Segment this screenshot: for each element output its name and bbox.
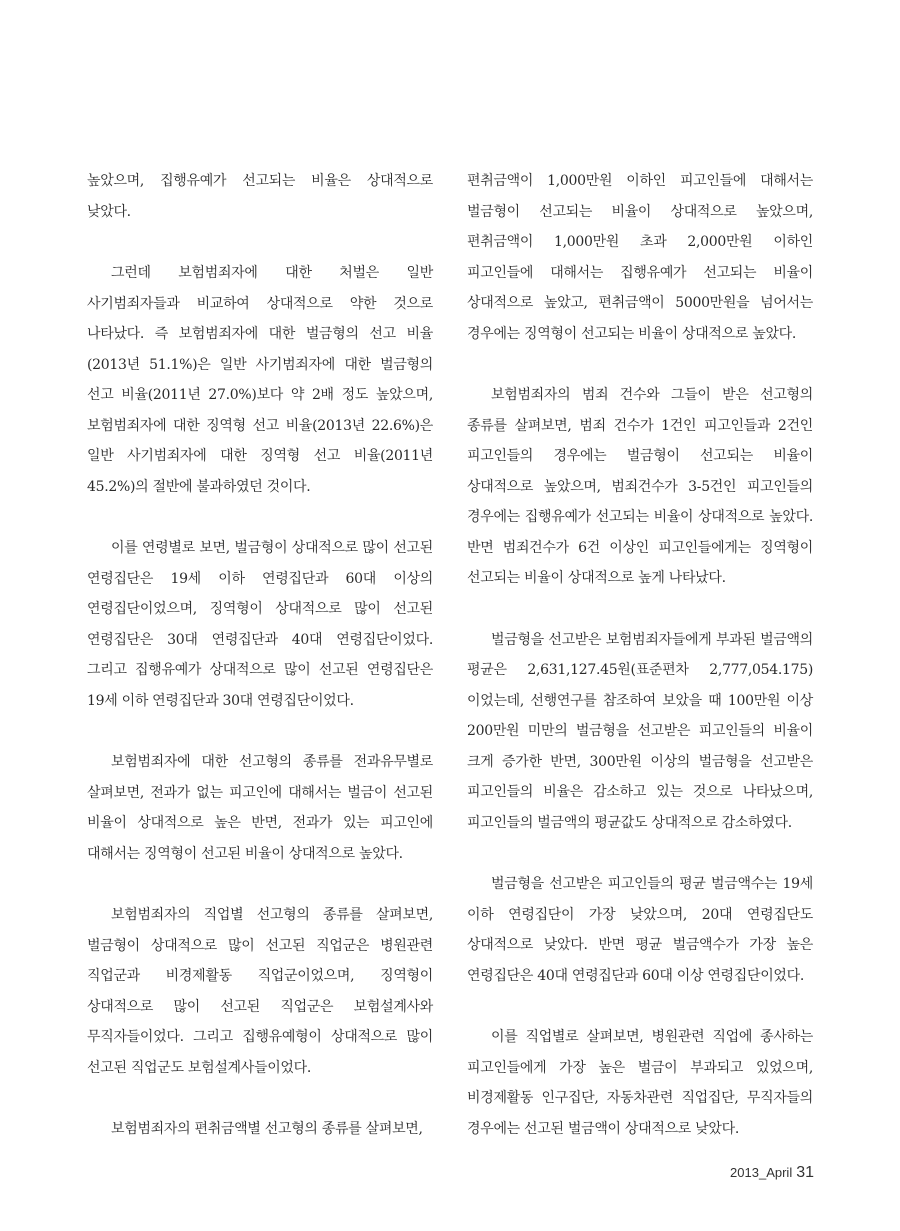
right-column <box>467 166 813 1175</box>
paragraph: 높았으며, 집행유예가 선고되는 비율은 상대적으로 낮았다. <box>87 173 433 220</box>
paragraph: 편취금액이 1,000만원 이하인 피고인들에 대해서는 벌금형이 선고되는 비율이 상대적으로 높았으며, 편취금액이 1,000만원 초과 2,000만원 이하인 피고인들에 대해서는 집행유예가 선고되는 비율이 상대적으로 높았고, 편취금액이 5000만원을 넘어서는 경우에는 징역형이 선고되는 비율이 상대적으로 높았다. <box>467 173 813 342</box>
paragraph: 이를 직업별로 살펴보면, 병원관련 직업에 종사하는 피고인들에게 가장 높은 벌금이 부과되고 있었으며, 비경제활동 인구집단, 자동차관련 직업집단, 무직자들의 경우에는 선고된 벌금액이 상대적으로 낮았다. <box>467 1029 813 1137</box>
paragraph: 벌금형을 선고받은 보험범죄자들에게 부과된 벌금액의 평균은 2,631,127.45원(표준편차 2,777,054.175)이었는데, 선행연구를 참조하여 보았을 때 100만원 이상 200만원 미만의 벌금형을 선고받은 피고인들의 비율이 크게 증가한 반면, 300만원 이상의 벌금형을 선고받은 피고인들의 비율은 감소하고 있는 것으로 나타났으며, 피고인들의 벌금액의 평균값도 상대적으로 감소하였다. <box>467 631 813 831</box>
page-number: 31 <box>796 1164 814 1181</box>
issue-label: 2013_April <box>730 1165 793 1180</box>
paragraph: 보험범죄자의 편취금액별 선고형의 종류를 살펴보면, <box>111 1121 423 1137</box>
paragraph: 그런데 보험범죄자에 대한 처벌은 일반 사기범죄자들과 비교하여 상대적으로 약한 것으로 나타났다. 즉 보험범죄자에 대한 벌금형의 선고 비율(2013년 51.1%)은 일반 사기범죄자에 대한 벌금형의 선고 비율(2011년 27.0%)보다 약 2배 정도 높았으며, 보험범죄자에 대한 징역형 선고 비율(2013년 22.6%)은 일반 사기범죄자에 대한 징역형 선고 비율(2011년 45.2%)의 절반에 불과하였던 것이다. <box>87 265 433 495</box>
page-footer <box>730 1164 814 1182</box>
paragraph: 보험범죄자의 직업별 선고형의 종류를 살펴보면, 벌금형이 상대적으로 많이 선고된 직업군은 병원관련 직업군과 비경제활동 직업군이었으며, 징역형이 상대적으로 많이 선고된 직업군은 보험설계사와 무직자들이었다. 그리고 집행유예형이 상대적으로 많이 선고된 직업군도 보험설계사들이었다. <box>87 907 433 1076</box>
left-column <box>87 166 433 1176</box>
paragraph: 보험범죄자의 범죄 건수와 그들이 받은 선고형의 종류를 살펴보면, 범죄 건수가 1건인 피고인들과 2건인 피고인들의 경우에는 벌금형이 선고되는 비율이 상대적으로 높았으며, 범죄건수가 3-5건인 피고인들의 경우에는 집행유예가 선고되는 비율이 상대적으로 높았다. 반면 범죄건수가 6건 이상인 피고인들에게는 징역형이 선고되는 비율이 상대적으로 높게 나타났다. <box>467 387 813 586</box>
paragraph: 보험범죄자에 대한 선고형의 종류를 전과유무별로 살펴보면, 전과가 없는 피고인에 대해서는 벌금이 선고된 비율이 상대적으로 높은 반면, 전과가 있는 피고인에 대해서는 징역형이 선고된 비율이 상대적으로 높았다. <box>87 754 433 862</box>
paragraph: 벌금형을 선고받은 피고인들의 평균 벌금액수는 19세 이하 연령집단이 가장 낮았으며, 20대 연령집단도 상대적으로 낮았다. 반면 평균 벌금액수가 가장 높은 연령집단은 40대 연령집단과 60대 이상 연령집단이었다. <box>467 876 813 984</box>
paragraph: 이를 연령별로 보면, 벌금형이 상대적으로 많이 선고된 연령집단은 19세 이하 연령집단과 60대 이상의 연령집단이었으며, 징역형이 상대적으로 많이 선고된 연령집단은 30대 연령집단과 40대 연령집단이었다. 그리고 집행유예가 상대적으로 많이 선고된 연령집단은 19세 이하 연령집단과 30대 연령집단이었다. <box>87 540 433 709</box>
